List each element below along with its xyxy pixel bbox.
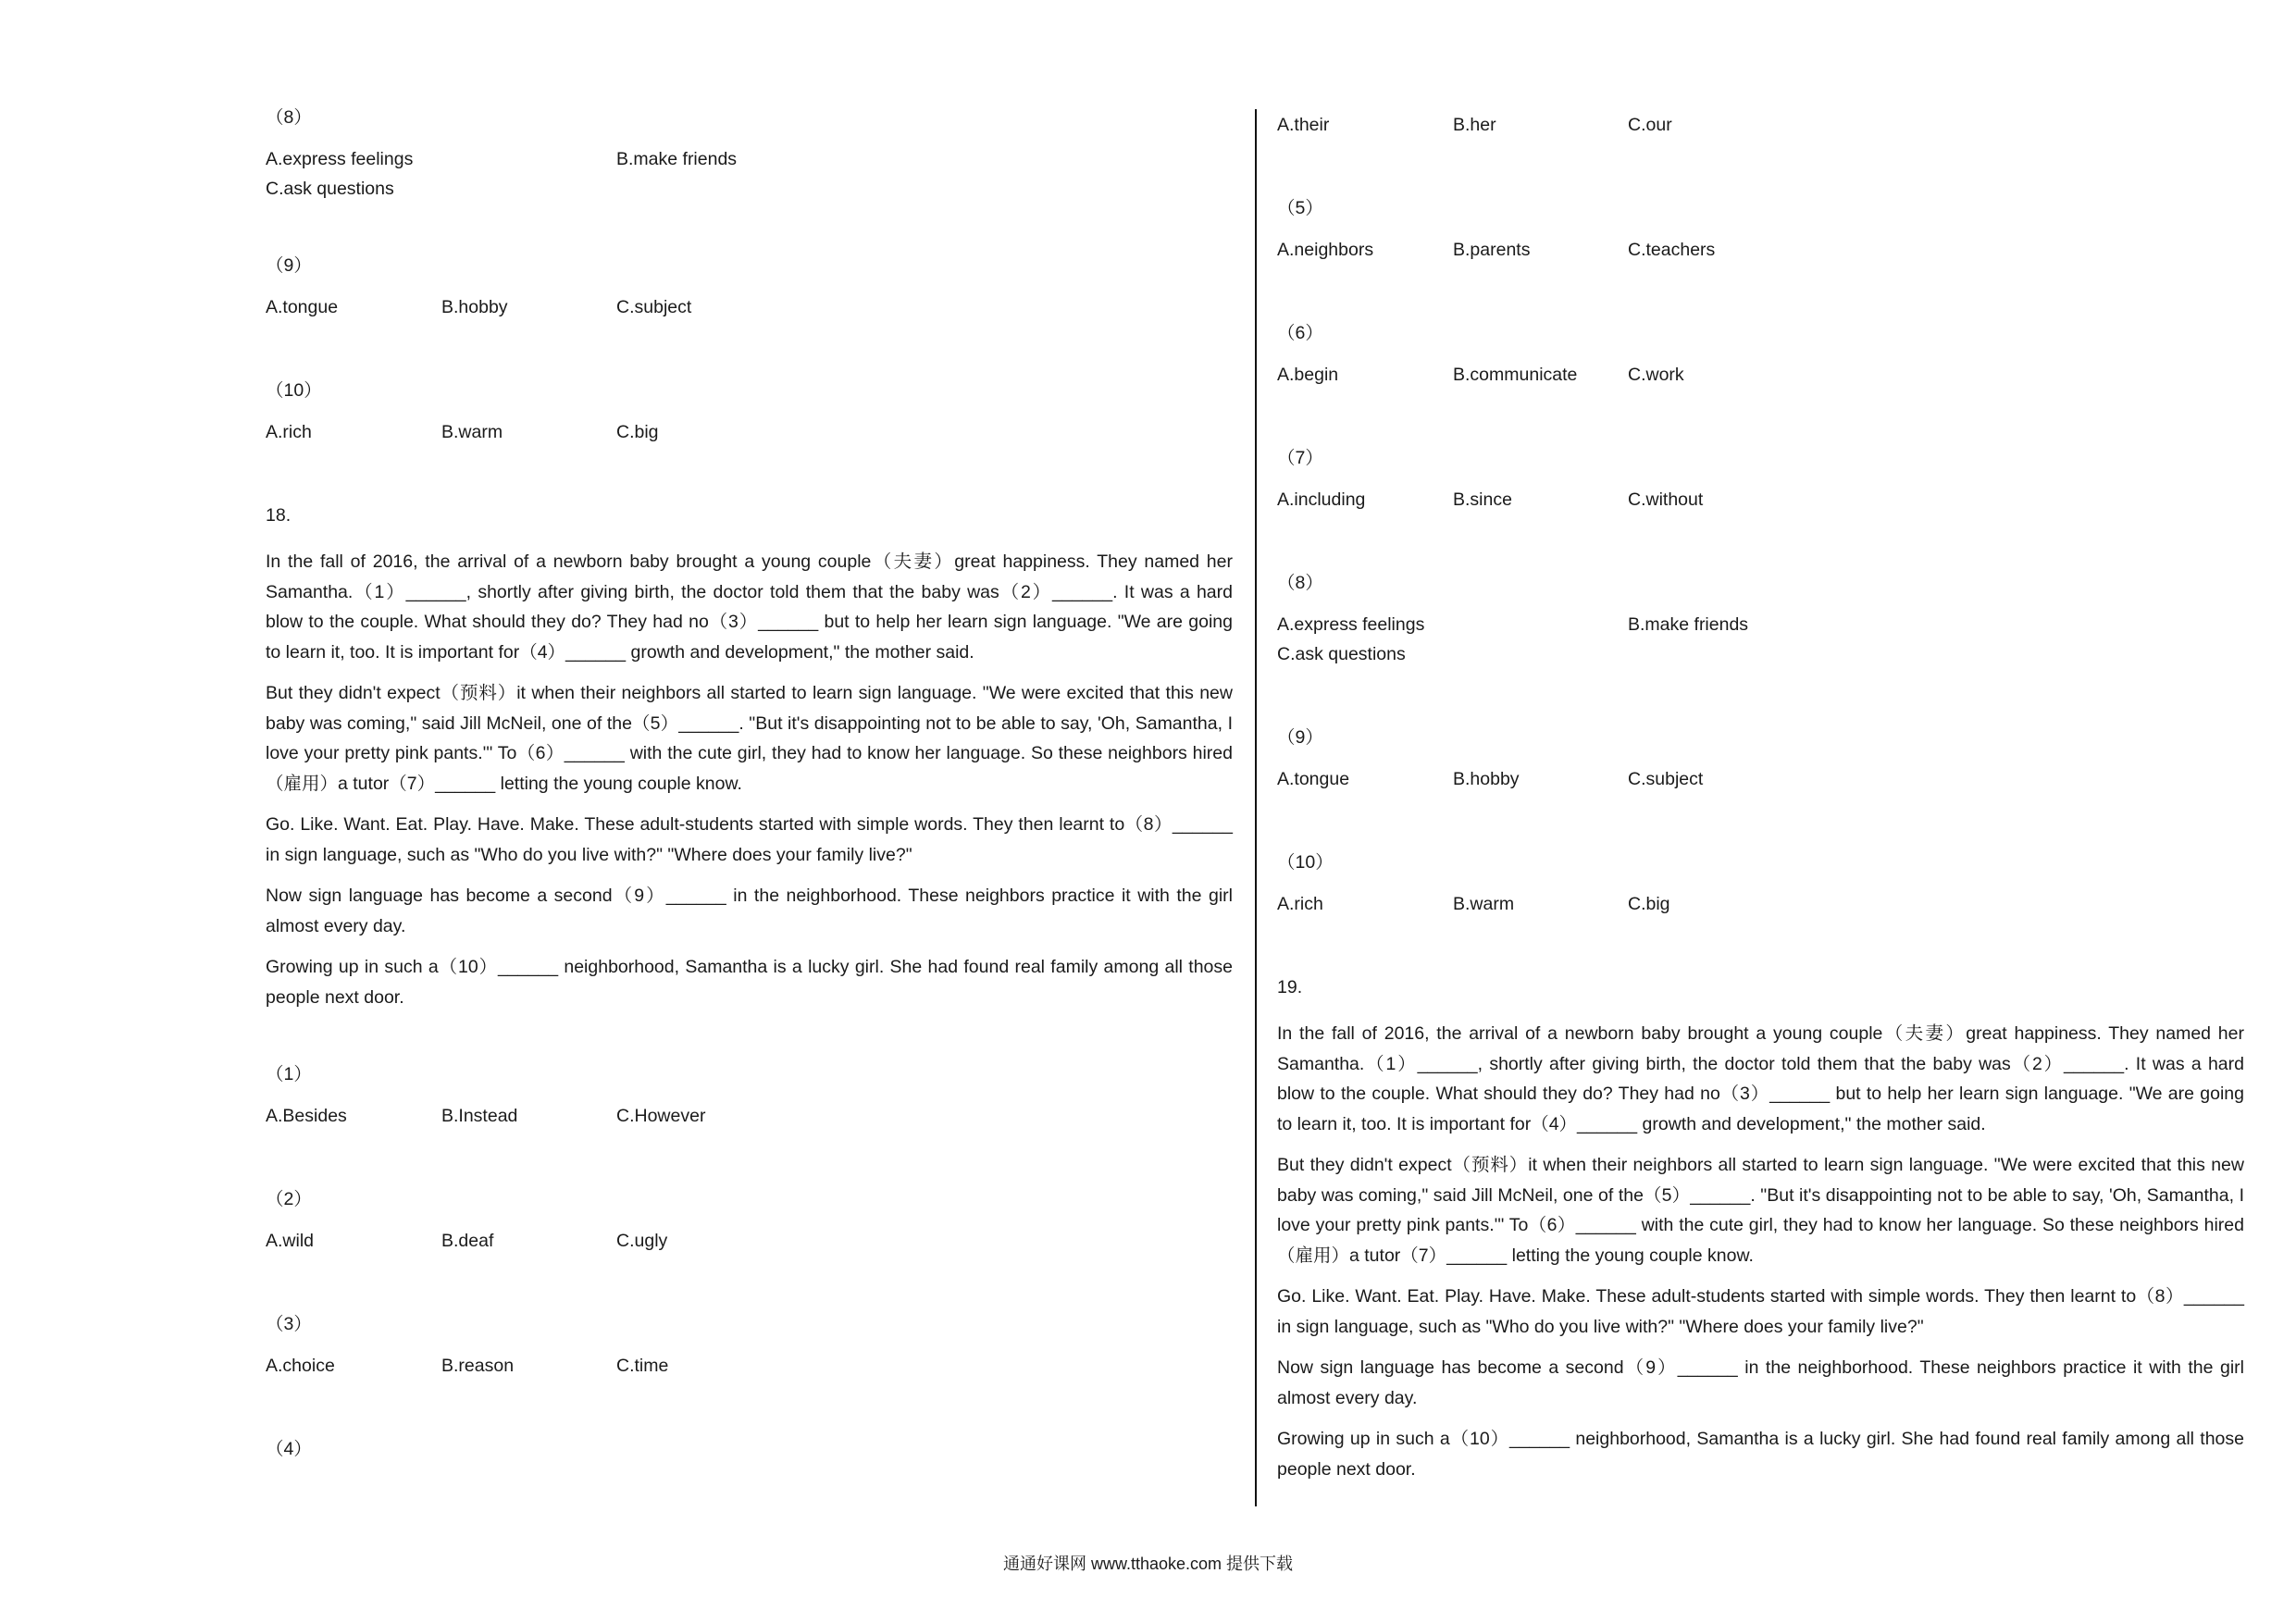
sub-question-number: （8）: [266, 107, 312, 128]
option-b[interactable]: B.reason: [441, 1356, 515, 1376]
option-c[interactable]: C.subject: [1628, 769, 1704, 789]
options-row: [266, 1231, 1233, 1252]
option-a[interactable]: A.choice: [266, 1356, 335, 1376]
options-row: [1277, 614, 2244, 636]
option-b[interactable]: B.warm: [441, 422, 503, 442]
sub-question-number: （4）: [266, 1439, 312, 1459]
question-number: 18.: [266, 505, 292, 526]
left-column: [266, 107, 1233, 1481]
sub-question-number: （10）: [1277, 852, 1334, 873]
option-a[interactable]: A.neighbors: [1277, 240, 1374, 260]
sub-question-number: （10）: [266, 380, 322, 401]
question-number: 19.: [1277, 977, 1303, 997]
question-item: [1277, 573, 2244, 665]
question-item: [1277, 448, 2244, 511]
option-a[interactable]: A.express feelings: [266, 149, 414, 169]
question-item: [266, 1064, 1233, 1127]
option-c[interactable]: C.ask questions: [266, 179, 394, 199]
options-row: [1277, 489, 2244, 511]
passage-paragraph: But they didn't expect（预料）it when their neighbors all started to learn sign language. "We were excited that this new baby was coming," said Jill McNeil, one of the（5）______. "But it's disappointing not to be able to say, 'Oh, Samantha, I love your pretty pink pants.'" To（6）______ with the cute girl, they had to know her language. So these neighbors hired（雇用）a tutor（7）______ letting the young couple know.: [1277, 1155, 2244, 1266]
option-a[interactable]: A.rich: [1277, 894, 1323, 914]
sub-question-number: （6）: [1277, 323, 1323, 343]
option-b[interactable]: B.parents: [1453, 240, 1531, 260]
sub-question-number: （3）: [266, 1314, 312, 1334]
option-b[interactable]: B.make friends: [1628, 614, 1749, 635]
sub-question-number: （9）: [1277, 727, 1323, 748]
options-row: [1277, 115, 2244, 136]
option-b[interactable]: B.make friends: [616, 149, 738, 169]
options-row: [1277, 240, 2244, 261]
passage-paragraph: Now sign language has become a second（9）______ in the neighborhood. These neighbors practice it with the girl almost every day.: [266, 886, 1233, 936]
passage-paragraph: Go. Like. Want. Eat. Play. Have. Make. These adult-students started with simple words. They then learnt to（8）______ in sign language, such as "Who do you live with?" "Where does your family live?": [266, 814, 1233, 865]
option-b[interactable]: B.deaf: [441, 1231, 494, 1251]
question-item: [1277, 323, 2244, 386]
sub-question-number: （7）: [1277, 448, 1323, 468]
sub-question-number: （1）: [266, 1064, 312, 1084]
question-item: [266, 255, 1233, 318]
sub-question-number: （5）: [1277, 198, 1323, 218]
passage: [1277, 1019, 2244, 1484]
option-c[interactable]: C.subject: [616, 297, 692, 317]
passage: [266, 547, 1233, 1012]
passage-paragraph: In the fall of 2016, the arrival of a newborn baby brought a young couple（夫妻）great happiness. They named her Samantha.（1）______, shortly after giving birth, the doctor told them that the baby was（2）______. It was a hard blow to the couple. What should they do? They had no（3）______ but to help her learn sign language. "We are going to learn it, too. It is important for（4）______ growth and development," the mother said.: [266, 551, 1233, 663]
passage-paragraph: Growing up in such a（10）______ neighborhood, Samantha is a lucky girl. She had found real family among all those people next door.: [1277, 1429, 2244, 1480]
option-b[interactable]: B.warm: [1453, 894, 1515, 914]
option-b[interactable]: B.her: [1453, 115, 1496, 135]
options-row: [266, 422, 1233, 443]
option-c[interactable]: C.our: [1628, 115, 1672, 135]
option-b[interactable]: B.Instead: [441, 1106, 518, 1126]
question-item: [1277, 198, 2244, 261]
option-a[interactable]: A.express feelings: [1277, 614, 1425, 635]
option-c[interactable]: C.without: [1628, 489, 1704, 510]
option-c[interactable]: C.big: [1628, 894, 1670, 914]
option-a[interactable]: A.wild: [266, 1231, 315, 1251]
option-a[interactable]: A.their: [1277, 115, 1330, 135]
passage-paragraph: Growing up in such a（10）______ neighborhood, Samantha is a lucky girl. She had found real family among all those people next door.: [266, 957, 1233, 1008]
option-b[interactable]: B.since: [1453, 489, 1512, 510]
question-item: [1277, 852, 2244, 915]
option-b[interactable]: B.communicate: [1453, 365, 1578, 385]
option-c[interactable]: C.work: [1628, 365, 1684, 385]
options-row: [266, 179, 1233, 200]
question-item: [266, 380, 1233, 443]
passage-paragraph: Now sign language has become a second（9）______ in the neighborhood. These neighbors practice it with the girl almost every day.: [1277, 1357, 2244, 1408]
sub-question-number: （2）: [266, 1189, 312, 1209]
options-row: [1277, 365, 2244, 386]
passage-paragraph: In the fall of 2016, the arrival of a newborn baby brought a young couple（夫妻）great happiness. They named her Samantha.（1）______, shortly after giving birth, the doctor told them that the baby was（2）______. It was a hard blow to the couple. What should they do? They had no（3）______ but to help her learn sign language. "We are going to learn it, too. It is important for（4）______ growth and development," the mother said.: [1277, 1023, 2244, 1134]
option-b[interactable]: B.hobby: [441, 297, 508, 317]
question-item: [266, 1314, 1233, 1377]
column-divider: [1255, 109, 1257, 1506]
option-b[interactable]: B.hobby: [1453, 769, 1520, 789]
options-row: [1277, 769, 2244, 790]
option-c[interactable]: C.However: [616, 1106, 706, 1126]
passage-paragraph: Go. Like. Want. Eat. Play. Have. Make. These adult-students started with simple words. They then learnt to（8）______ in sign language, such as "Who do you live with?" "Where does your family live?": [1277, 1286, 2244, 1337]
options-row: [266, 149, 1233, 170]
options-row: [266, 1356, 1233, 1377]
options-row: [266, 1106, 1233, 1127]
option-a[interactable]: A.rich: [266, 422, 312, 442]
option-a[interactable]: A.tongue: [1277, 769, 1350, 789]
options-row: [1277, 644, 2244, 665]
question-item: [266, 107, 1233, 200]
passage-paragraph: But they didn't expect（预料）it when their neighbors all started to learn sign language. "We were excited that this new baby was coming," said Jill McNeil, one of the（5）______. "But it's disappointing not to be able to say, 'Oh, Samantha, I love your pretty pink pants.'" To（6）______ with the cute girl, they had to know her language. So these neighbors hired（雇用）a tutor（7）______ letting the young couple know.: [266, 683, 1233, 794]
option-c[interactable]: C.ugly: [616, 1231, 668, 1251]
option-c[interactable]: C.ask questions: [1277, 644, 1406, 664]
question-item: [266, 1189, 1233, 1252]
page-footer: 通通好课网 www.tthaoke.com 提供下载: [1002, 1555, 1294, 1573]
sub-question-number: （8）: [1277, 573, 1323, 593]
sub-question-number: （9）: [266, 255, 312, 276]
option-c[interactable]: C.time: [616, 1356, 669, 1376]
options-row: [266, 297, 1233, 318]
question-item: [1277, 727, 2244, 790]
options-row: [1277, 894, 2244, 915]
option-a[interactable]: A.including: [1277, 489, 1366, 510]
option-a[interactable]: A.tongue: [266, 297, 339, 317]
option-a[interactable]: A.Besides: [266, 1106, 347, 1126]
option-c[interactable]: C.teachers: [1628, 240, 1716, 260]
option-a[interactable]: A.begin: [1277, 365, 1339, 385]
right-column: [1277, 107, 2244, 1495]
option-c[interactable]: C.big: [616, 422, 659, 442]
